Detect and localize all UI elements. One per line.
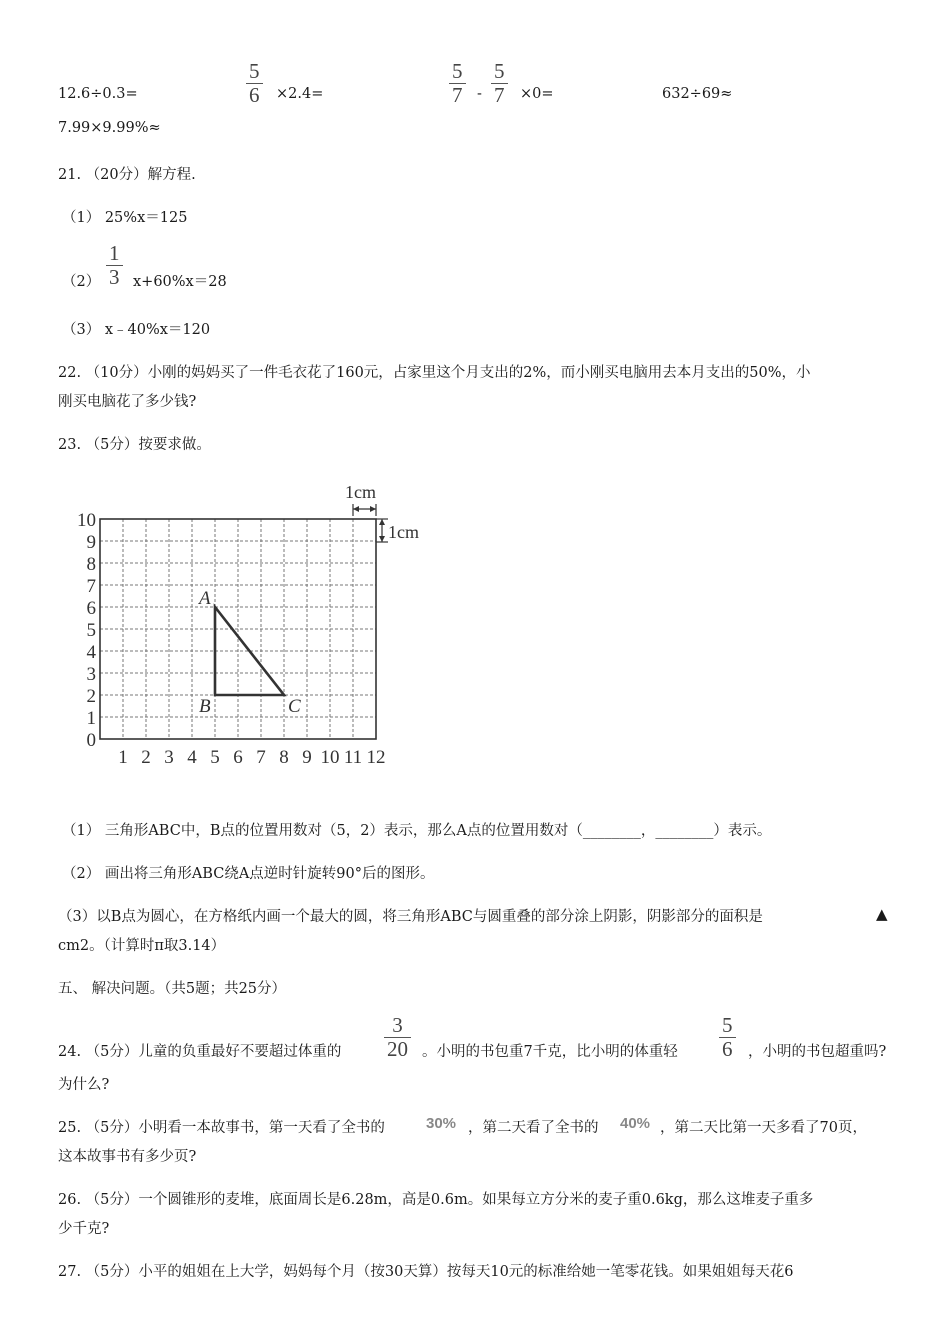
unit-marker-vertical — [376, 519, 419, 542]
x-axis-labels — [118, 747, 385, 768]
x-axis-tick-label: 5 — [210, 747, 220, 768]
x-axis-tick-label: 10 — [320, 747, 340, 768]
q24-text-mid: 。小明的书包重7千克，比小明的体重轻 — [422, 1044, 678, 1060]
calc-minus: - — [477, 86, 482, 102]
calc-expr-5: 7.99×9.99%≈ — [58, 120, 161, 136]
q25-percent-2: 40% — [620, 1115, 651, 1132]
fraction-numerator: 1 — [109, 241, 120, 265]
grid-lines — [100, 519, 376, 739]
calc-expr-2: ×2.4= — [276, 86, 324, 102]
y-axis-labels — [77, 510, 97, 751]
y-axis-tick-label: 8 — [86, 554, 96, 575]
y-axis-tick-label: 9 — [86, 532, 96, 553]
y-axis-tick-label: 4 — [86, 642, 96, 663]
q23-part-3-line-1: （3）以B点为圆心，在方格纸内画一个最大的圆，将三角形ABC与圆重叠的部分涂上阴影，阴影部分的面积是 — [58, 909, 763, 925]
q23-part-2: （2） 画出将三角形ABC绕A点逆时针旋转90°后的图形。 — [62, 866, 435, 882]
x-axis-tick-label: 7 — [256, 747, 266, 768]
q27-line-1: 27. （5分）小平的姐姐在上大学，妈妈每个月（按30天算）按每天10元的标准给她一笔零花钱。如果姐姐每天花6 — [58, 1264, 794, 1280]
q21-part-2-label: （2） — [62, 274, 101, 290]
q25-text-mid: ，第二天看了全书的 — [468, 1120, 599, 1136]
fraction-numerator: 5 — [249, 59, 260, 83]
fraction-denominator: 7 — [452, 83, 463, 107]
y-axis-tick-label: 10 — [77, 510, 96, 531]
fraction-denominator: 6 — [249, 83, 260, 107]
q25-percent-1: 30% — [426, 1115, 457, 1132]
section-5-title: 五、 解决问题。（共5题；共25分） — [58, 981, 287, 997]
x-axis-tick-label: 4 — [187, 747, 197, 768]
q24-text-post: ，小明的书包超重吗? — [748, 1044, 887, 1060]
q23-title: 23. （5分）按要求做。 — [58, 437, 211, 453]
q21-part-2-rest: x+60%x＝28 — [133, 274, 227, 290]
answer-placeholder-marker: ▲ — [876, 905, 888, 923]
y-axis-tick-label: 2 — [86, 686, 96, 707]
fraction-numerator: 5 — [452, 59, 463, 83]
y-axis-tick-label: 0 — [86, 730, 96, 751]
point-label-a: A — [199, 588, 211, 609]
x-axis-tick-label: 2 — [141, 747, 151, 768]
y-axis-tick-label: 3 — [86, 664, 96, 685]
q21-title: 21. （20分）解方程. — [58, 167, 196, 183]
y-axis-tick-label: 6 — [86, 598, 96, 619]
x-axis-tick-label: 6 — [233, 747, 243, 768]
q26-line-2: 少千克? — [58, 1221, 110, 1237]
q22-line-1: 22. （10分）小刚的妈妈买了一件毛衣花了160元，占家里这个月支出的2%，而小刚买电脑用去本月支出的50%，小 — [58, 365, 811, 381]
point-label-c: C — [288, 696, 301, 717]
x-axis-tick-label: 12 — [366, 747, 386, 768]
calc-fraction-5-7-b — [491, 61, 508, 106]
q23-part-1: （1） 三角形ABC中，B点的位置用数对（5，2）表示，那么A点的位置用数对（________，________）表示。 — [62, 823, 772, 839]
y-axis-tick-label: 7 — [86, 576, 96, 597]
calc-expr-3: ×0= — [520, 86, 554, 102]
y-axis-tick-label: 1 — [86, 708, 96, 729]
coordinate-grid — [60, 476, 440, 776]
q24-line-2: 为什么? — [58, 1077, 110, 1093]
calc-fraction-5-7-a — [449, 61, 466, 106]
unit-label-horizontal: 1cm — [345, 482, 376, 502]
fraction-numerator: 5 — [494, 59, 505, 83]
y-axis-tick-label: 5 — [86, 620, 96, 641]
q21-part-3: （3） x﹣40%x＝120 — [62, 322, 211, 338]
calc-expr-4: 632÷69≈ — [662, 86, 733, 102]
x-axis-tick-label: 3 — [164, 747, 174, 768]
x-axis-tick-label: 11 — [343, 747, 363, 768]
x-axis-tick-label: 9 — [302, 747, 312, 768]
q24-text-pre: 24. （5分）儿童的负重最好不要超过体重的 — [58, 1044, 342, 1060]
q26-line-1: 26. （5分）一个圆锥形的麦堆，底面周长是6.28m，高是0.6m。如果每立方分米的麦子重0.6kg，那么这堆麦子重多 — [58, 1192, 814, 1208]
calc-expr-1: 12.6÷0.3= — [58, 86, 138, 102]
q25-text-post: ，第二天比第一天多看了70页， — [660, 1120, 867, 1136]
q23-part-3-line-2: cm2。（计算时π取3.14） — [58, 938, 226, 954]
fraction-denominator: 7 — [494, 83, 505, 107]
x-axis-tick-label: 8 — [279, 747, 289, 768]
unit-label-vertical: 1cm — [388, 522, 419, 542]
q24-fraction-3-20 — [384, 1015, 411, 1060]
point-label-b: B — [199, 696, 211, 717]
q25-line-2: 这本故事书有多少页? — [58, 1149, 197, 1165]
q22-line-2: 刚买电脑花了多少钱? — [58, 394, 197, 410]
fraction-denominator: 3 — [109, 265, 120, 289]
q21-part-1: （1） 25%x＝125 — [62, 210, 188, 226]
calc-fraction-5-6 — [246, 61, 263, 106]
unit-marker-horizontal — [345, 482, 376, 516]
fraction-numerator: 5 — [722, 1013, 733, 1037]
q21-fraction-1-3 — [106, 243, 123, 288]
x-axis-tick-label: 1 — [118, 747, 128, 768]
fraction-denominator: 20 — [387, 1037, 408, 1061]
q24-fraction-5-6 — [719, 1015, 736, 1060]
fraction-numerator: 3 — [392, 1013, 403, 1037]
fraction-denominator: 6 — [722, 1037, 733, 1061]
q25-text-pre: 25. （5分）小明看一本故事书，第一天看了全书的 — [58, 1120, 385, 1136]
